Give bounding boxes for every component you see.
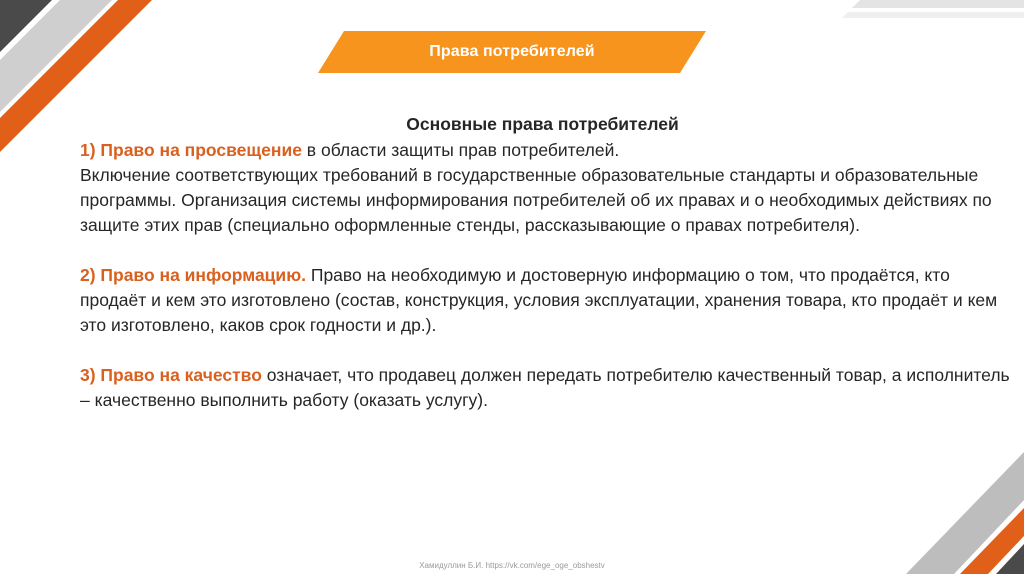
right-item-1-continuation: Включение соответствующих требований в государственные образовательные стандарты и образовательные программы. Организация системы информирования потребителей об их правах и о необходимых действиях по защите этих прав (специально оформленные стенды, рассказывающие о правах потребителя). (80, 165, 992, 235)
right-item-2 (80, 263, 1010, 338)
right-item-3-title: 3) Право на качество (80, 365, 262, 385)
slide-content (80, 112, 1010, 438)
right-item-2-text: Право на необходимую и достоверную информацию о том, что продаётся, кто продаёт и кем это изготовлено (состав, конструкция, условия эксплуатации, хранения товара, кто продаёт и кем это изготовлено, каков срок годности и др.). (80, 265, 998, 335)
slide-title: Права потребителей (429, 43, 595, 60)
right-item-1 (80, 138, 1010, 238)
title-banner (318, 31, 706, 73)
right-item-2-title: 2) Право на информацию. (80, 265, 306, 285)
right-item-1-text: в области защиты прав потребителей. (301, 140, 620, 160)
stripe-light-top-right (852, 0, 1024, 8)
right-item-3-text: означает, что продавец должен передать потребителю качественный товар, а исполнитель – качественно выполнить работу (оказать услугу). (80, 365, 1010, 410)
content-heading: Основные права потребителей (406, 114, 679, 134)
right-item-3 (80, 363, 1010, 413)
footer-credit: Хамидуллин Б.И. https://vk.com/ege_oge_obshestv (419, 561, 605, 570)
right-item-1-title: 1) Право на просвещение (80, 140, 302, 160)
stripe-mid-top-right (842, 12, 1024, 18)
stripe-gray-bottom-right (906, 452, 1024, 574)
